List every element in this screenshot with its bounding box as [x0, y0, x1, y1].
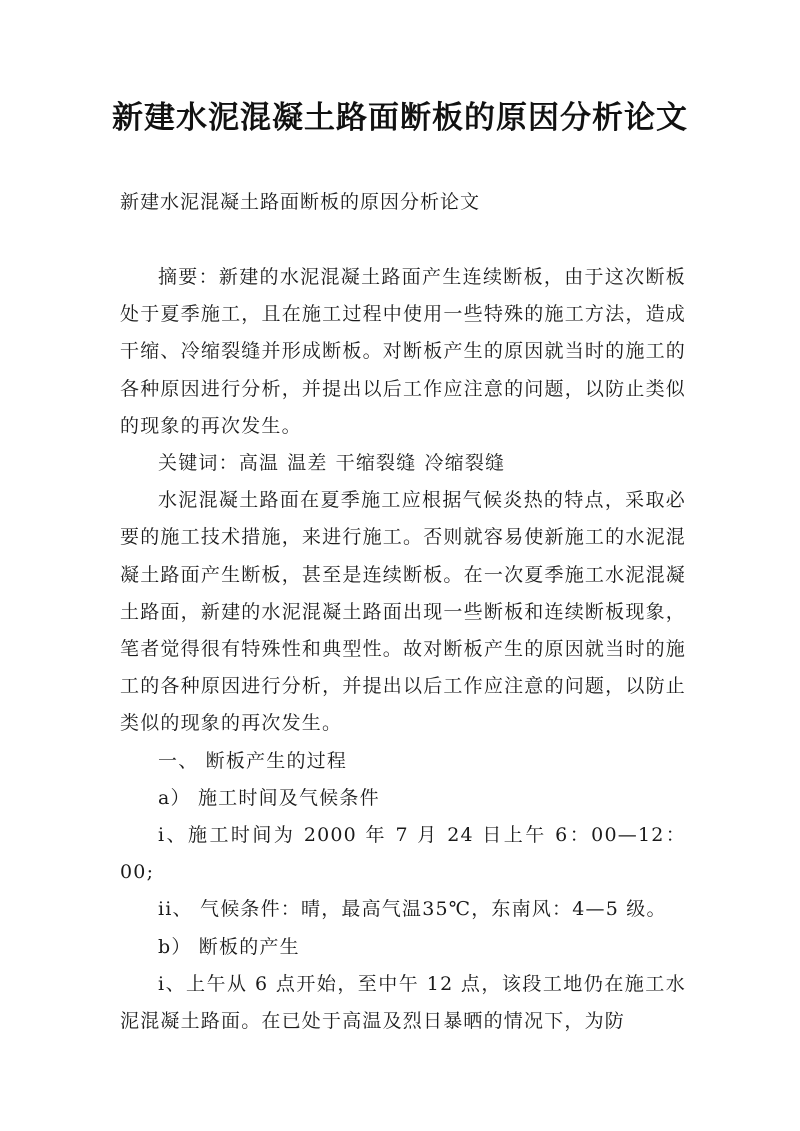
abstract-paragraph: 摘要：新建的水泥混凝土路面产生连续断板，由于这次断板处于夏季施工，且在施工过程中使用一些特殊的施工方法，造成干缩、冷缩裂缝并形成断板。对断板产生的原因就当时的施工的各种原因进行分析，并提出以后工作应注意的问题，以防止类似的现象的再次发生。 [120, 266, 686, 437]
list-item: i、施工时间为 2000 年 7 月 24 日上午 6：00—12：00; [120, 824, 686, 884]
intro-paragraph: 水泥混凝土路面在夏季施工应根据气候炎热的特点，采取必要的施工技术措施，来进行施工。否则就容易使新施工的水泥混凝土路面产生断板，甚至是连续断板。在一次夏季施工水泥混凝土路面，新建的水泥混凝土路面出现一些断板和连续断板现象，笔者觉得很有特殊性和典型性。故对断板产生的原因就当时的施工的各种原因进行分析，并提出以后工作应注意的问题，以防止类似的现象的再次发生。 [120, 489, 686, 735]
keywords-list [239, 452, 505, 474]
document-subtitle: 新建水泥混凝土路面断板的原因分析论文 [120, 191, 481, 213]
keywords-line [120, 445, 686, 482]
list-item: ii、 气候条件：晴，最高气温35℃，东南风：4—5 级。 [158, 898, 667, 921]
document-title: 新建水泥混凝土路面断板的原因分析论文 [112, 100, 688, 136]
keyword-item: 高温 [238, 452, 280, 475]
document-body [120, 259, 686, 1040]
keyword-item: 温差 [287, 452, 328, 475]
keyword-item: 干缩裂缝 [335, 452, 417, 475]
keyword-item: 冷缩裂缝 [424, 452, 506, 475]
section-heading: 一、 断板产生的过程 [158, 749, 348, 772]
list-item: i、上午从 6 点开始，至中午 12 点，该段工地仍在施工水泥混凝土路面。在已处于高温及烈日暴晒的情况下，为防 [120, 972, 686, 1033]
subsection-heading: b） 断板的产生 [158, 935, 300, 958]
subsection-heading: a） 施工时间及气候条件 [158, 786, 380, 809]
keywords-label: 关键词： [158, 452, 239, 475]
